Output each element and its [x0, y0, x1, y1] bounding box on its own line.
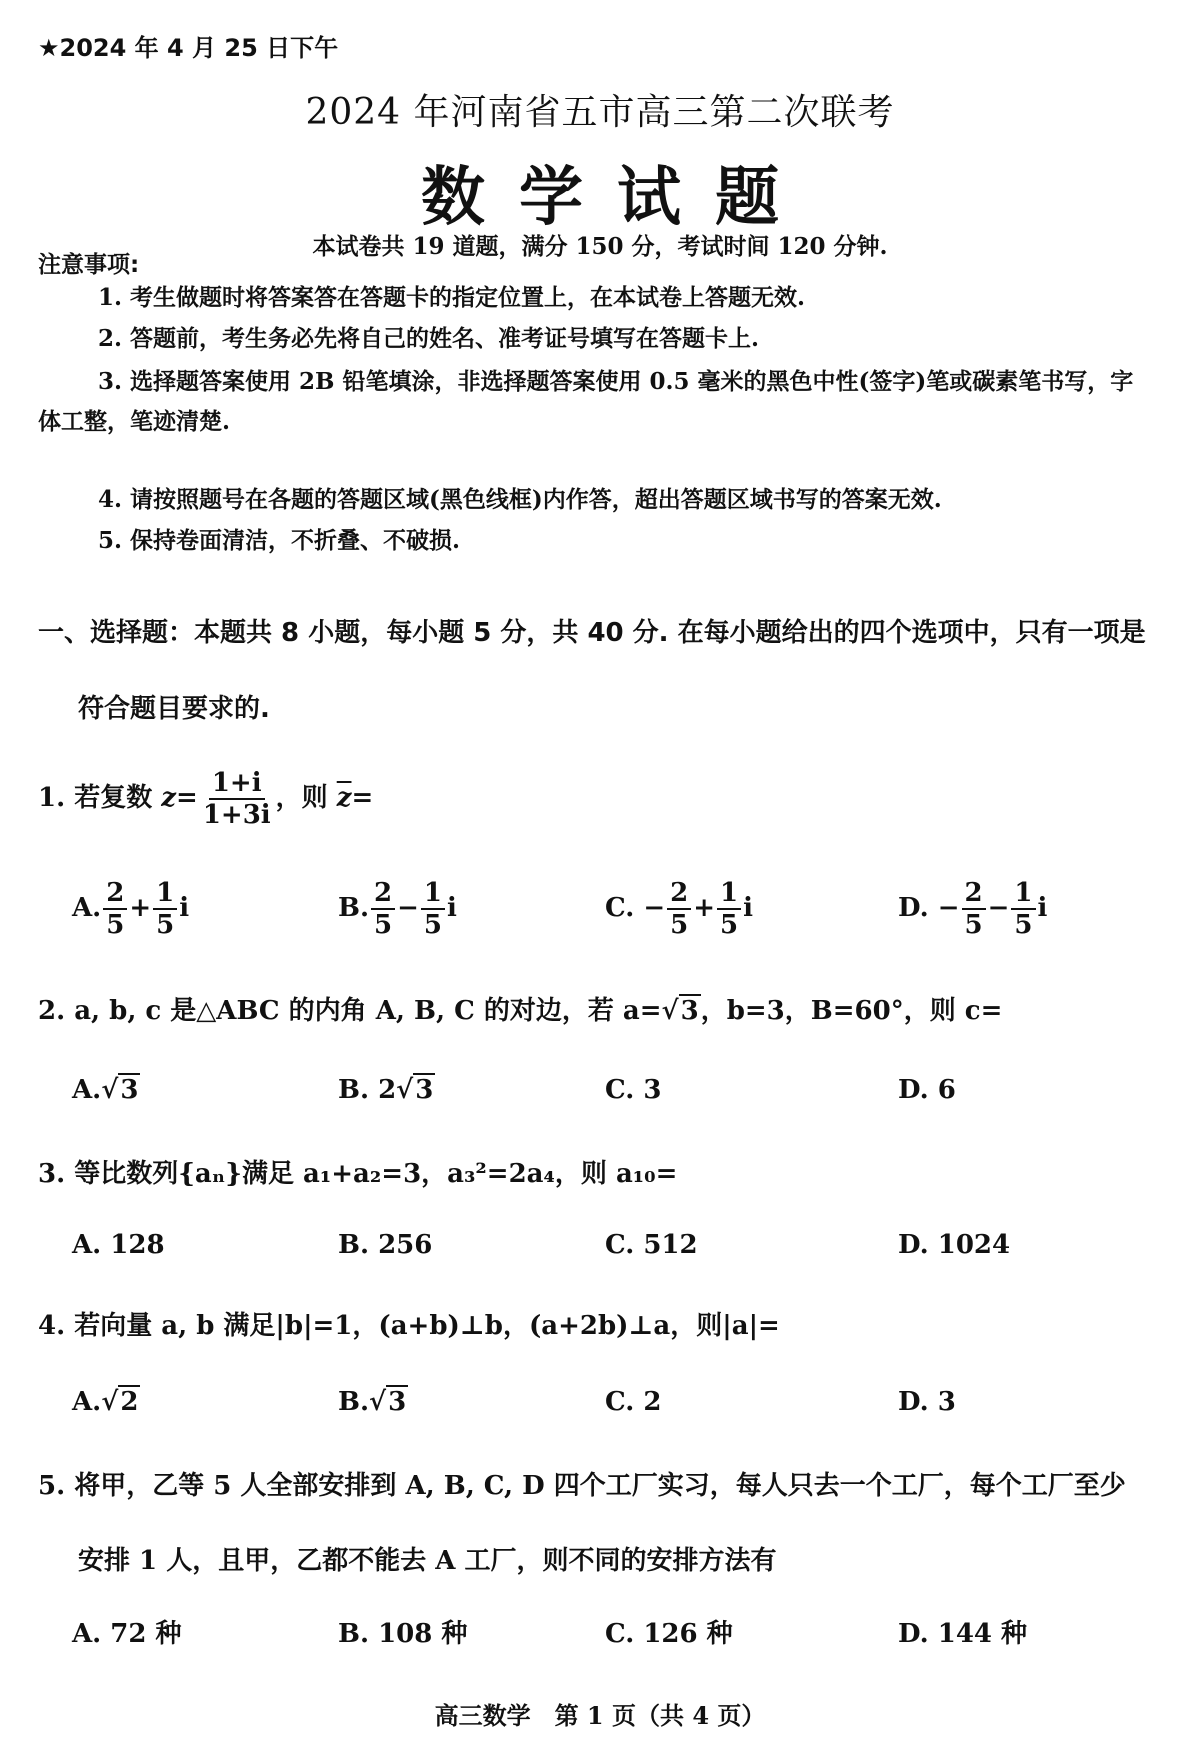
q4-option-d[interactable]: D. 3 [898, 1387, 956, 1417]
q5-option-d[interactable]: D. 144 种 [898, 1619, 1028, 1649]
q1-option-b[interactable]: B. $\frac{2}{5}$ − $\frac{1}{5}$ i [338, 878, 457, 940]
question-2: 2. a, b, c 是△ABC 的内角 A, B, C 的对边，若 a=√3，b=3，B=60°，则 c= [38, 996, 1003, 1026]
notice-item-3: 3. 选择题答案使用 2B 铅笔填涂，非选择题答案使用 0.5 毫米的黑色中性(签字)笔或碳素笔书写，字体工整，笔迹清楚. [38, 368, 1134, 435]
q2-option-d[interactable]: D. 6 [898, 1075, 956, 1105]
notice-item-1: 1. 考生做题时将答案答在答题卡的指定位置上，在本试卷上答题无效. [98, 284, 806, 311]
q3-option-a[interactable]: A. 128 [72, 1230, 165, 1260]
q1-option-a[interactable]: A. $\frac{2}{5}$ + $\frac{1}{5}$ i [72, 878, 190, 940]
question-4: 4. 若向量 a, b 满足|b|=1，(a+b)⊥b，(a+2b)⊥a，则|a|= [38, 1311, 780, 1341]
q5-option-a[interactable]: A. 72 种 [72, 1619, 182, 1649]
subject-title: 数学试题 [421, 161, 813, 235]
conjugate-z: $\overline{z}$ [336, 783, 352, 813]
notice-item-5: 5. 保持卷面清洁，不折叠、不破损. [98, 527, 461, 554]
q2-option-b[interactable]: B. 2√3 [338, 1075, 434, 1105]
question-3: 3. 等比数列{aₙ}满足 a₁+a₂=3，a₃²=2a₄，则 a₁₀= [38, 1159, 678, 1189]
q4-option-c[interactable]: C. 2 [605, 1387, 662, 1417]
q4-option-a[interactable]: A.√2 [72, 1387, 139, 1417]
page-footer: 高三数学 第 1 页（共 4 页） [434, 1701, 766, 1730]
q2-option-a[interactable]: A.√3 [72, 1075, 139, 1105]
exam-date-stamp: ★2024 年 4 月 25 日下午 [38, 34, 339, 62]
section-heading-cont: 符合题目要求的. [78, 694, 270, 724]
q5-option-b[interactable]: B. 108 种 [338, 1619, 468, 1649]
notice-item-4: 4. 请按照题号在各题的答题区域(黑色线框)内作答，超出答题区域书写的答案无效. [98, 486, 942, 513]
question-5: 5. 将甲，乙等 5 人全部安排到 A, B, C, D 四个工厂实习，每人只去一个工厂，每个工厂至少 [38, 1471, 1126, 1501]
section-heading: 一、选择题：本题共 8 小题，每小题 5 分，共 40 分. 在每小题给出的四个选项中，只有一项是 [38, 618, 1146, 648]
q5-option-c[interactable]: C. 126 种 [605, 1619, 733, 1649]
question-5-cont: 安排 1 人，且甲，乙都不能去 A 工厂，则不同的安排方法有 [78, 1546, 777, 1576]
fraction: $\frac{1+i}{1+3i}$ [202, 768, 271, 830]
notice-heading: 注意事项: [38, 252, 140, 278]
q3-option-d[interactable]: D. 1024 [898, 1230, 1011, 1260]
q1-option-c[interactable]: C. − $\frac{2}{5}$ + $\frac{1}{5}$ i [605, 878, 753, 940]
q2-option-c[interactable]: C. 3 [605, 1075, 662, 1105]
q1-option-d[interactable]: D. − $\frac{2}{5}$ − $\frac{1}{5}$ i [898, 878, 1048, 940]
question-1: 1. 若复数 z= $\frac{1+i}{1+3i}$ ，则 $\overline{z}=$ [38, 768, 374, 830]
q3-option-c[interactable]: C. 512 [605, 1230, 698, 1260]
notice-item-2: 2. 答题前，考生务必先将自己的姓名、准考证号填写在答题卡上. [98, 325, 760, 352]
q3-option-b[interactable]: B. 256 [338, 1230, 433, 1260]
exam-info: 本试卷共 19 道题，满分 150 分，考试时间 120 分钟. [312, 233, 888, 260]
exam-title: 2024 年河南省五市高三第二次联考 [305, 92, 895, 133]
q4-option-b[interactable]: B.√3 [338, 1387, 407, 1417]
